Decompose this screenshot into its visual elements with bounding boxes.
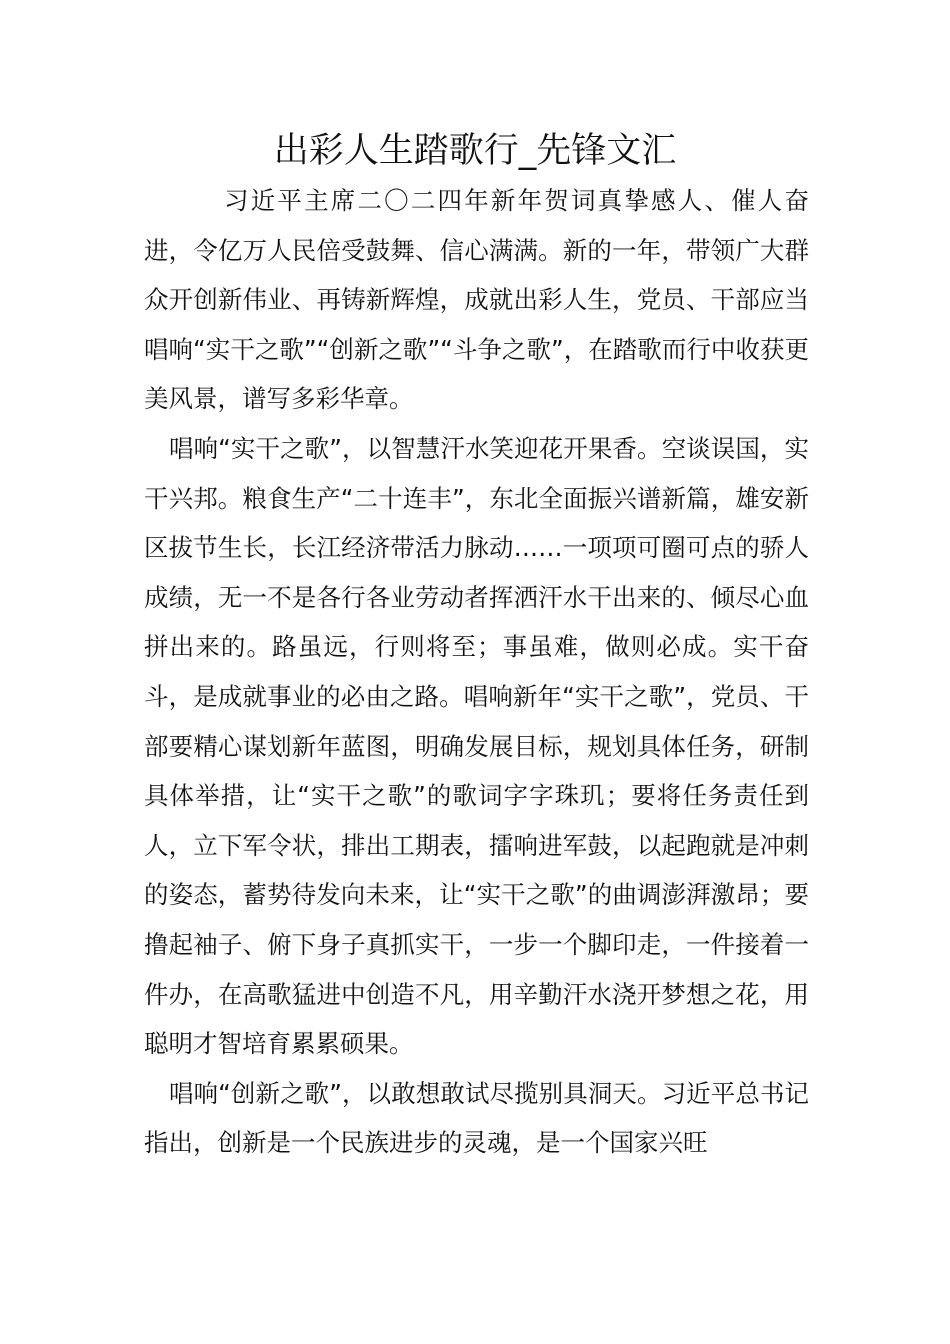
paragraph-shigan: 唱响“实干之歌”，以智慧汗水笑迎花开果香。空谈误国，实干兴邦。粮食生产“二十连丰”，东北全面振兴谱新篇，雄安新区拔节生长，长江经济带活力脉动……一项项可圈可点的骄人成绩，无一不是各行各业劳动者挥洒汗水干出来的、倾尽心血拼出来的。路虽远，行则将至；事虽难，做则必成。实干奋斗，是成就事业的必由之路。唱响新年“实干之歌”，党员、干部要精心谋划新年蓝图，明确发展目标，规划具体任务，研制具体举措，让“实干之歌”的歌词字字珠玑；要将任务责任到人，立下军令状，排出工期表，擂响进军鼓，以起跑就是冲刺的姿态，蓄势待发向未来，让“实干之歌”的曲调澎湃激昂；要撸起袖子、俯下身子真抓实干，一步一个脚印走，一件接着一件办，在高歌猛进中创造不凡，用辛勤汗水浇开梦想之花，用聪明才智培育累累硕果。 (144, 433, 809, 1059)
document-body (144, 176, 809, 1168)
document-title: 出彩人生踏歌行_先锋文汇 (273, 131, 677, 171)
paragraph-intro: 习近平主席二〇二四年新年贺词真挚感人、催人奋进，令亿万人民倍受鼓舞、信心满满。新的一年，带领广大群众开创新伟业、再铸新辉煌，成就出彩人生，党员、干部应当唱响“实干之歌”“创新之歌”“斗争之歌”，在踏歌而行中收获更美风景，谱写多彩华章。 (144, 186, 809, 414)
paragraph-chuangxin: 唱响“创新之歌”，以敢想敢试尽揽别具洞天。习近平总书记指出，创新是一个民族进步的灵魂，是一个国家兴旺 (144, 1078, 809, 1158)
